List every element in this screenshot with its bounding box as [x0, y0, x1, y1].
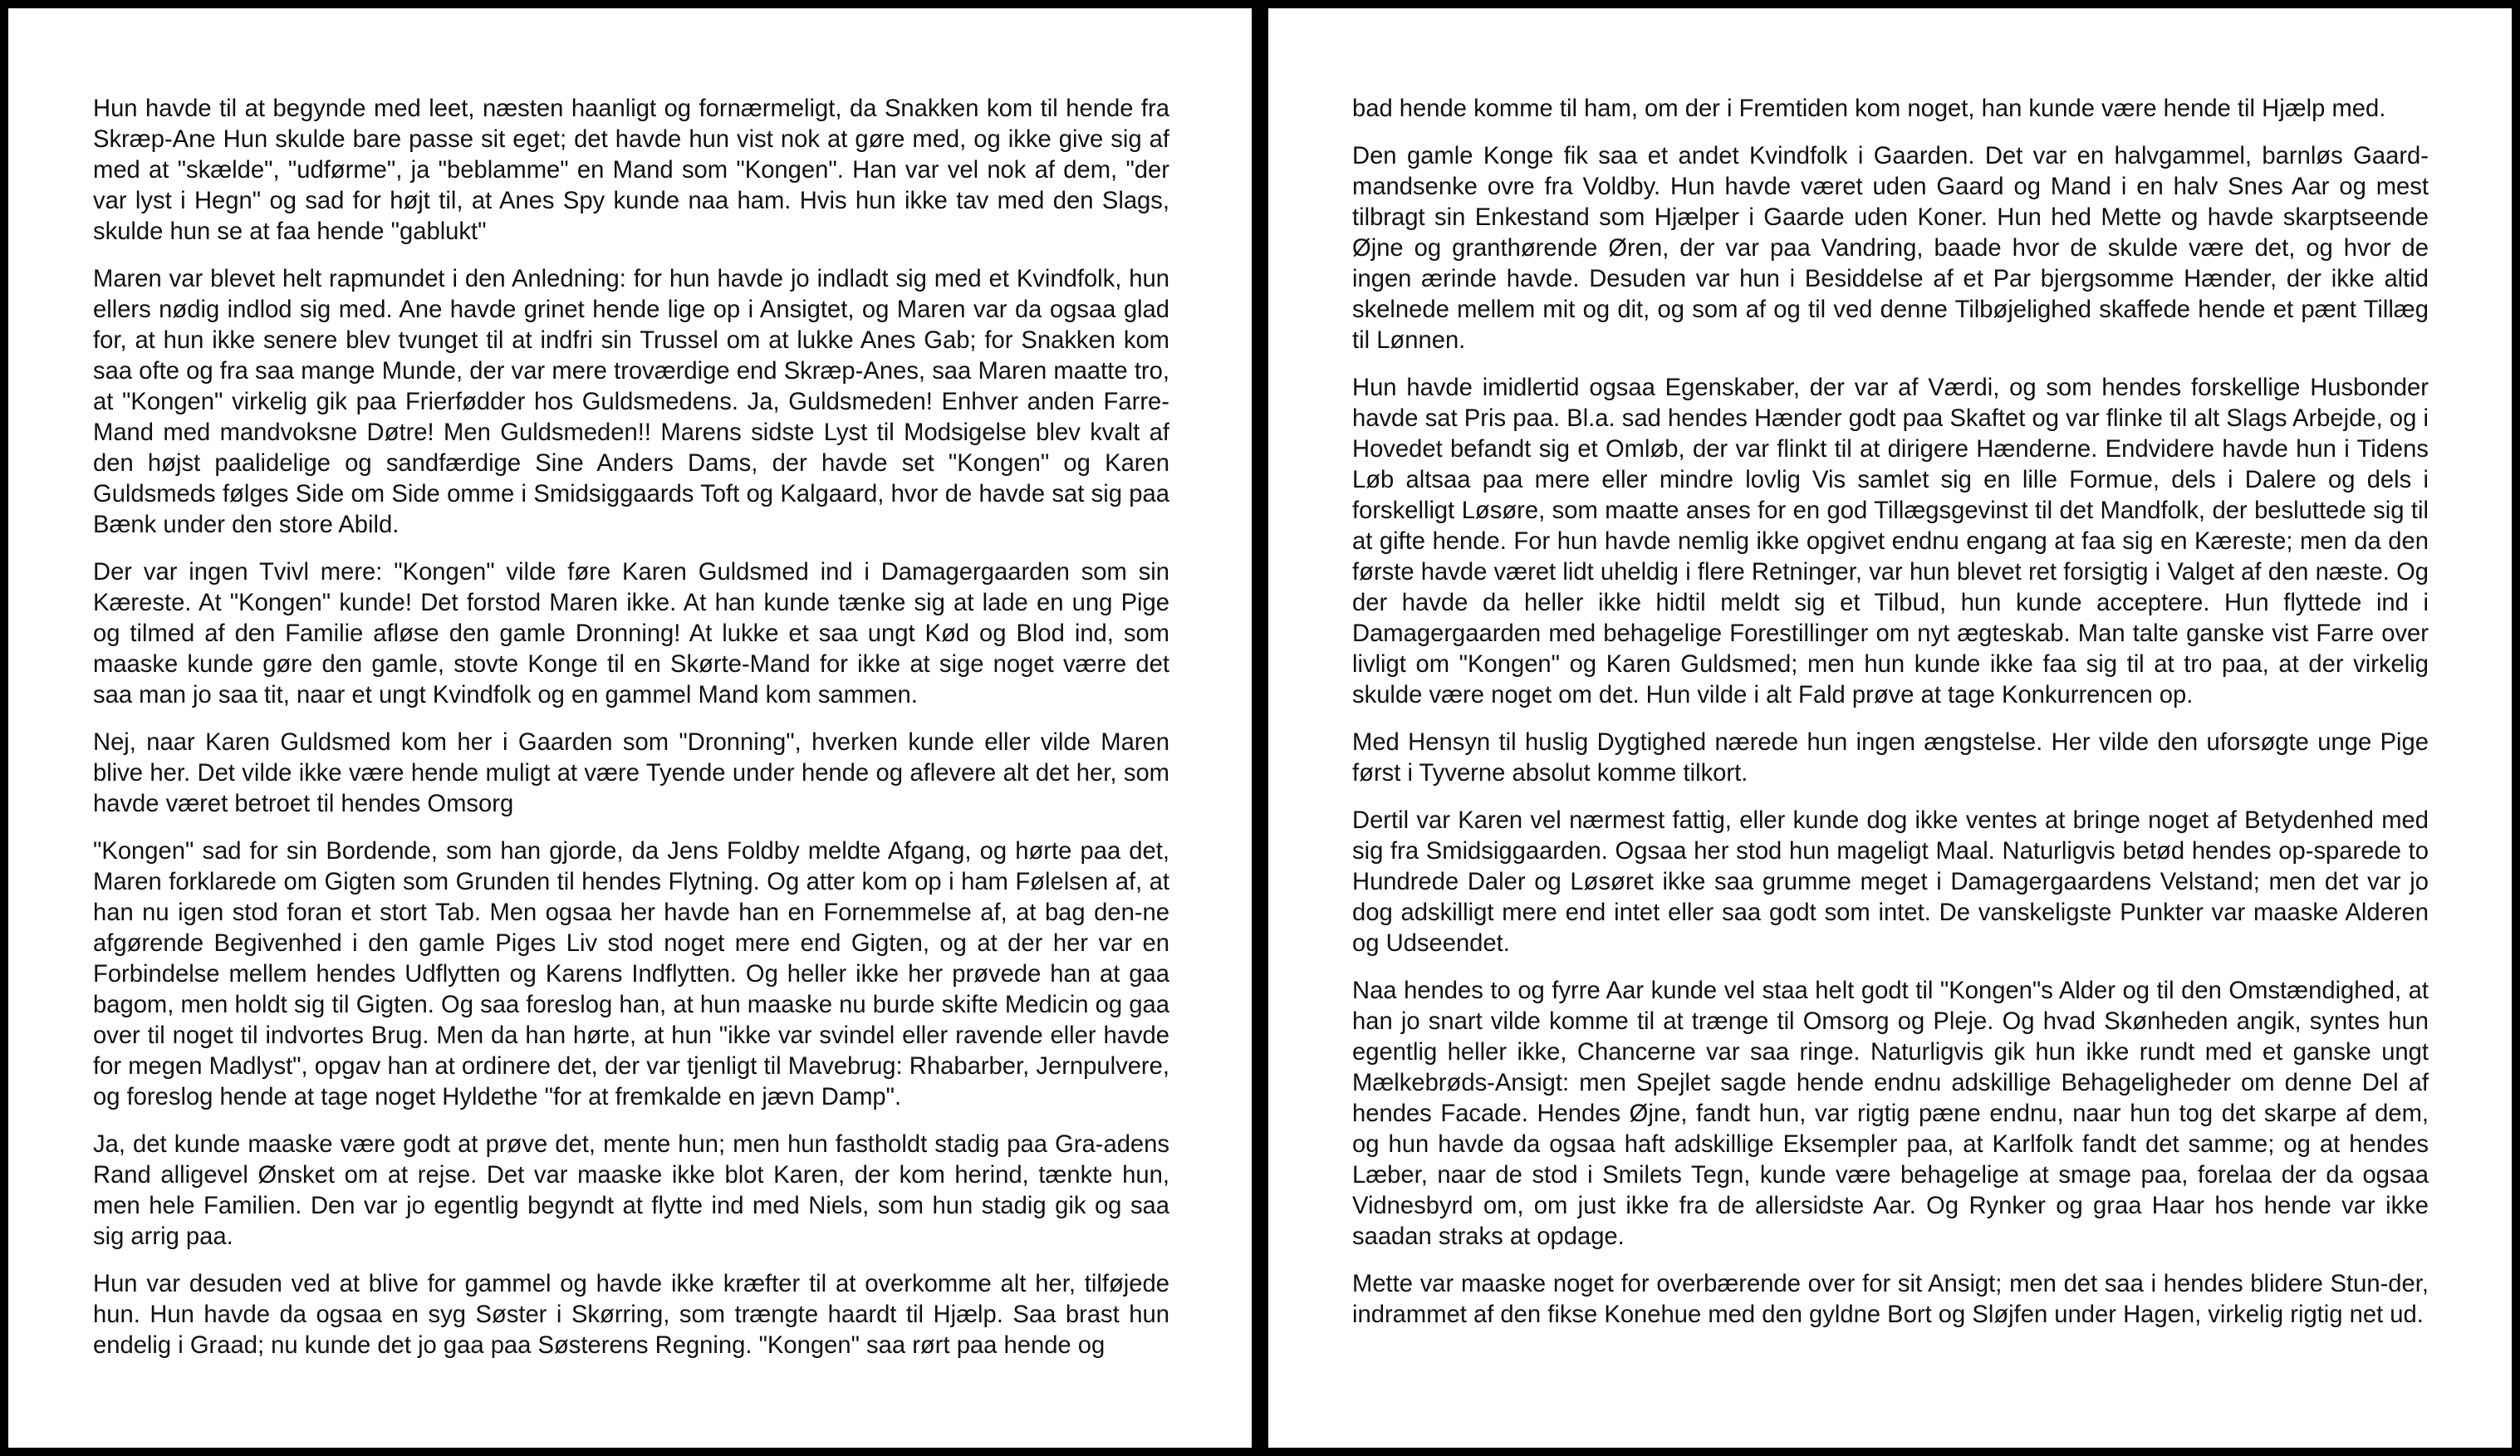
- paragraph: Dertil var Karen vel nærmest fattig, eller kunde dog ikke ventes at bringe noget af Betydenhed med sig fra Smidsiggaarden. Ogsaa her stod hun mageligt Maal. Naturligvis betød hendes op-sparede to Hundrede Daler og Løsøret ikke saa grumme meget i Damagergaardens Velstand; men det var jo dog adskilligt mere end intet eller saa godt som intet. De vanskeligste Punkter var maaske Alderen og Udseendet.: [1352, 807, 2429, 957]
- paragraph: Naa hendes to og fyrre Aar kunde vel staa helt godt til "Kongen"s Alder og til den Omstændighed, at han jo snart vilde komme til at trænge til Omsorg og Pleje. Og hvad Skønheden angik, syntes hun egentlig heller ikke, Chancerne var saa ringe. Naturligvis gik hun ikke rundt med et ganske ungt Mælkebrøds-Ansigt: men Spejlet sagde hende endnu adskillige Behageligheder om denne Del af hendes Facade. Hendes Øjne, fandt hun, var rigtig pæne endnu, naar hun tog det skarpe af dem, og hun havde da ogsaa haft adskillige Eksempler paa, at Karlfolk fandt det samme; og at hendes Læber, naar de stod i Smilets Tegn, kunde være behagelige at smage paa, forelaa der da ogsaa Vidnesbyrd om, om just ikke fra de allersidste Aar. Og Rynker og graa Haar hos hende var ikke saadan straks at opdage.: [1352, 978, 2429, 1250]
- right-page-text: [1352, 94, 2429, 1347]
- paragraph: Den gamle Konge fik saa et andet Kvindfolk i Gaarden. Det var en halvgammel, barnløs Gaard-mandsenke ovre fra Voldby. Hun havde været uden Gaard og Mand i en halv Snes Aar og mest tilbragt sin Enkestand som Hjælper i Gaarde uden Koner. Hun hed Mette og havde skarptseende Øjne og granthørende Øren, der var paa Vandring, baade hvor de skulde være det, og hvor de ingen ærinde havde. Desuden var hun i Besiddelse af et Par bjergsomme Hænder, der ikke altid skelnede mellem mit og dit, og som af og til ved denne Tilbøjelighed skaffede hende et pænt Tillæg til Lønnen.: [1352, 143, 2429, 354]
- paragraph: Der var ingen Tvivl mere: "Kongen" vilde føre Karen Guldsmed ind i Damagergaarden som sin Kæreste. At "Kongen" kunde! Det forstod Maren ikke. At han kunde tænke sig at lade en ung Pige og tilmed af den Familie afløse den gamle Dronning! At lukke et saa ungt Kød og Blod ind, som maaske kunde gøre den gamle, stovte Konge til en Skørte-Mand for ikke at sige noget værre det saa man jo saa tit, naar et ungt Kvindfolk og en gammel Mand kom sammen.: [93, 559, 1169, 708]
- paragraph: Med Hensyn til huslig Dygtighed nærede hun ingen ængstelse. Her vilde den uforsøgte unge Pige først i Tyverne absolut komme tilkort.: [1352, 729, 2429, 787]
- paragraph: bad hende komme til ham, om der i Fremtiden kom noget, han kunde være hende til Hjælp med.: [1352, 96, 2386, 122]
- right-page: [1268, 8, 2512, 1448]
- paragraph: Hun var desuden ved at blive for gammel og havde ikke kræfter til at overkomme alt her, tilføjede hun. Hun havde da ogsaa en syg Søster i Skørring, som trængte haardt til Hjælp. Saa brast hun endelig i Graad; nu kunde det jo gaa paa Søsterens Regning. "Kongen" saa rørt paa hende og: [93, 1271, 1169, 1359]
- paragraph: Ja, det kunde maaske være godt at prøve det, mente hun; men hun fastholdt stadig paa Gra-adens Rand alligevel Ønsket om at rejse. Det var maaske ikke blot Karen, der kom herind, tænkte hun, men hele Familien. Den var jo egentlig begyndt at flytte ind med Niels, som hun stadig gik og saa sig arrig paa.: [93, 1131, 1169, 1250]
- paragraph: "Kongen" sad for sin Bordende, som han gjorde, da Jens Foldby meldte Afgang, og hørte paa det, Maren forklarede om Gigten som Grunden til hendes Flytning. Og atter kom op i ham Følelsen af, at han nu igen stod foran et stort Tab. Men ogsaa her havde han en Fornemmelse af, at bag den-ne afgørende Begivenhed i den gamle Piges Liv stod noget mere end Gigten, og at der her var en Forbindelse mellem hendes Udflytten og Karens Indflytten. Og heller ikke her prøvede han at gaa bagom, men holdt sig til Gigten. Og saa foreslog han, at hun maaske nu burde skifte Medicin og gaa over til noget til indvortes Brug. Men da han hørte, at hun "ikke var svindel eller ravende eller havde for megen Madlyst", opgav han at ordinere det, der var tjenligt til Mavebrug: Rhabarber, Jernpulvere, og foreslog hende at tage noget Hyldethe "for at fremkalde en jævn Damp".: [93, 838, 1169, 1110]
- paragraph: Maren var blevet helt rapmundet i den Anledning: for hun havde jo indladt sig med et Kvindfolk, hun ellers nødig indlod sig med. Ane havde grinet hende lige op i Ansigtet, og Maren var da ogsaa glad for, at hun ikke senere blev tvunget til at indfri sin Trussel om at lukke Anes Gab; for Snakken kom saa ofte og fra saa mange Munde, der var mere troværdige end Skræp-Anes, saa Maren maatte tro, at "Kongen" virkelig gik paa Frierfødder hos Guldsmedens. Ja, Guldsmeden! Enhver anden Farre-Mand med mandvoksne Døtre! Men Guldsmeden!! Marens sidste Lyst til Modsigelse blev kvalt af den højst paalidelige og sandfærdige Sine Anders Dams, der havde set "Kongen" og Karen Guldsmeds følges Side om Side omme i Smidsiggaards Toft og Kalgaard, hvor de havde sat sig paa Bænk under den store Abild.: [93, 266, 1169, 538]
- left-page: [8, 8, 1252, 1448]
- paragraph: Mette var maaske noget for overbærende over for sit Ansigt; men det saa i hendes blidere Stun-der, indrammet af den fikse Konehue med den gyldne Bort og Sløjfen under Hagen, virkelig rigtig net ud.: [1352, 1271, 2429, 1328]
- paragraph: Hun havde imidlertid ogsaa Egenskaber, der var af Værdi, og som hendes forskellige Husbonder havde sat Pris paa. Bl.a. sad hendes Hænder godt paa Skaftet og var flinke til alt Slags Arbejde, og i Hovedet befandt sig et Omløb, der var flinkt til at dirigere Hænderne. Endvidere havde hun i Tidens Løb altsaa paa mere eller mindre lovlig Vis samlet sig en lille Formue, dels i Dalere og dels i forskelligt Løsøre, som maatte anses for en god Tillægsgevinst til det Mandfolk, der besluttede sig til at gifte hende. For hun havde nemlig ikke opgivet endnu engang at faa sig en Kæreste; men da den første havde været lidt uheldig i flere Retninger, var hun blevet ret forsigtig i Valget af den næste. Og der havde da heller ikke hidtil meldt sig et Tilbud, hun kunde acceptere. Hun flyttede ind i Damagergaarden med behagelige Forestillinger om nyt ægteskab. Man talte ganske vist Farre over livligt om "Kongen" og Karen Guldsmed; men hun kunde ikke faa sig til at tro paa, at der virkelig skulde være noget om det. Hun vilde i alt Fald prøve at tage Konkurrencen op.: [1352, 375, 2429, 708]
- paragraph: Nej, naar Karen Guldsmed kom her i Gaarden som "Dronning", hverken kunde eller vilde Maren blive her. Det vilde ikke være hende muligt at være Tyende under hende og aflevere alt det her, som havde været betroet til hendes Omsorg: [93, 729, 1169, 817]
- left-page-text: [93, 94, 1169, 1378]
- paragraph: Hun havde til at begynde med leet, næsten haanligt og fornærmeligt, da Snakken kom til hende fra Skræp-Ane Hun skulde bare passe sit eget; det havde hun vist nok at gøre med, og ikke give sig af med at "skælde", "udførme", ja "beblamme" en Mand som "Kongen". Han var vel nok af dem, "der var lyst i Hegn" og sad for højt til, at Anes Spy kunde naa ham. Hvis hun ikke tav med den Slags, skulde hun se at faa hende "gablukt": [93, 96, 1169, 245]
